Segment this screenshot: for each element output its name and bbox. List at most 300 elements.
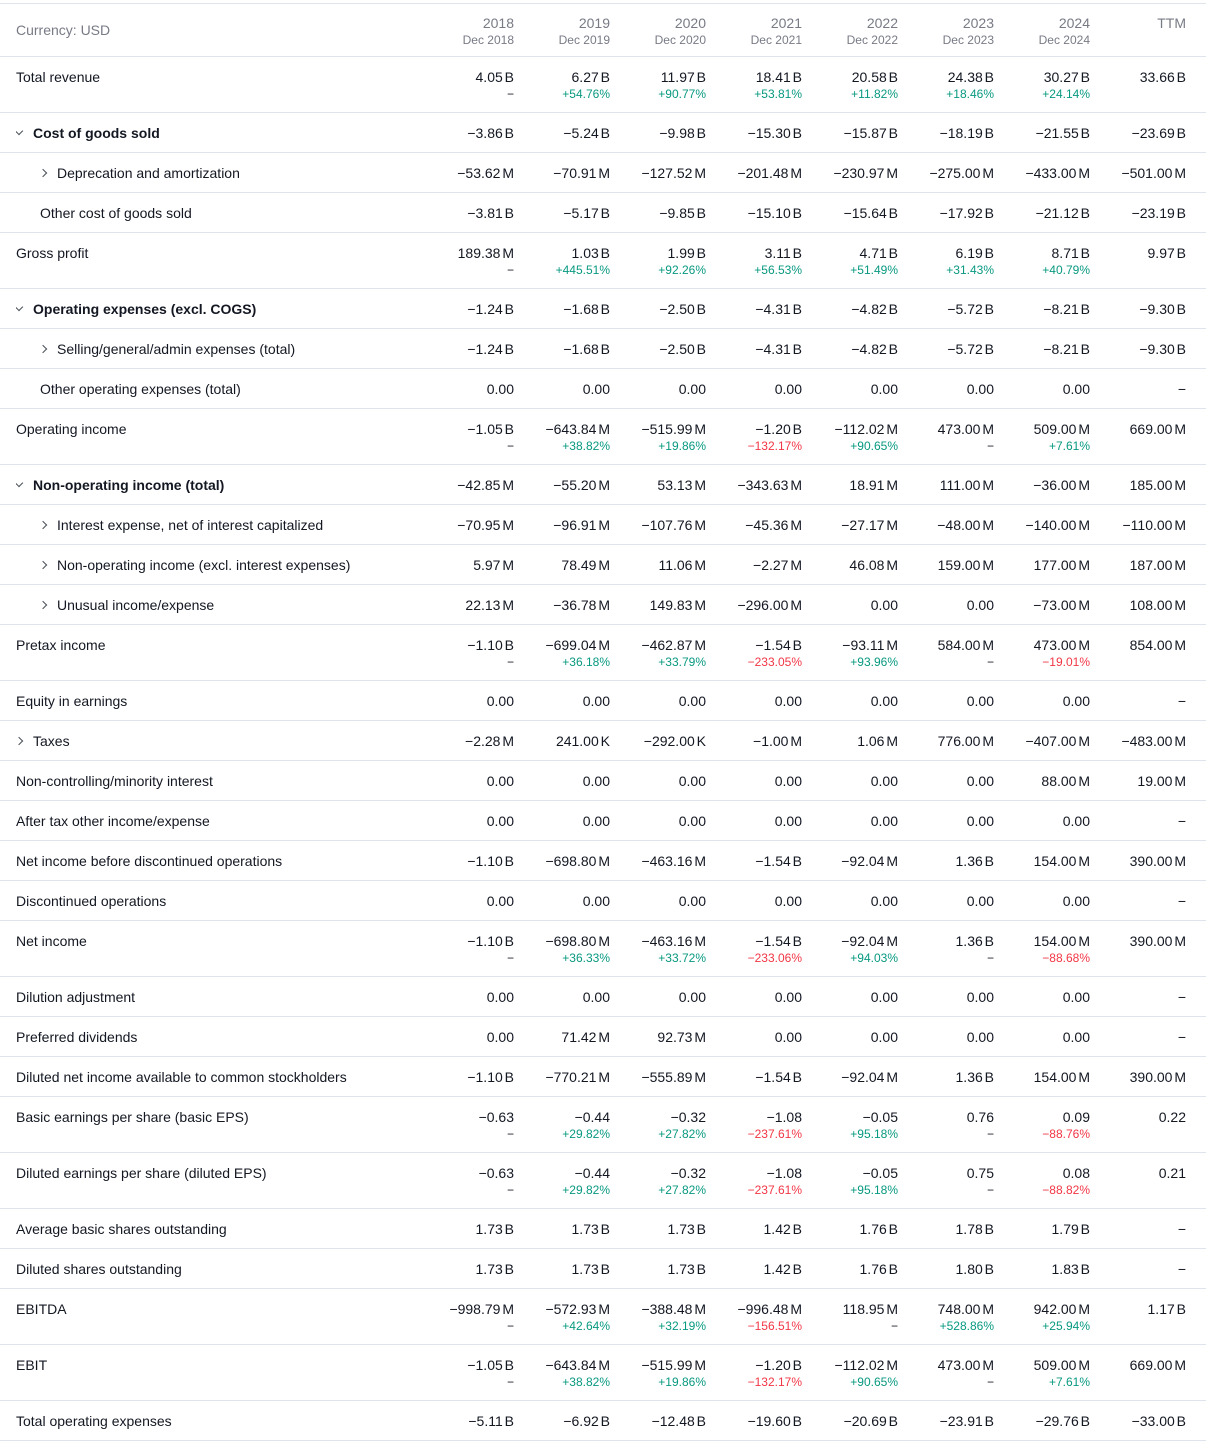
value-cell	[610, 1209, 706, 1248]
cell-change-percent: +42.64%	[562, 1319, 610, 1333]
row-label: Non-operating income (excl. interest expenses)	[57, 557, 351, 573]
column-header-2023[interactable]	[898, 4, 994, 56]
chevron-down-icon	[16, 303, 23, 311]
chevron-right-icon	[39, 345, 47, 353]
row-label: Other cost of goods sold	[40, 205, 192, 221]
value-cell	[898, 625, 994, 680]
cell-change-percent: +31.43%	[946, 263, 994, 277]
value-cell	[1090, 977, 1186, 1016]
column-year-label: 2022	[866, 15, 898, 31]
cell-value: 9.97 B	[1147, 245, 1186, 261]
value-cell	[610, 977, 706, 1016]
cell-change-percent: +95.18%	[850, 1183, 898, 1197]
row-label-cell[interactable]	[16, 721, 418, 760]
cell-change-percent: −156.51%	[747, 1319, 802, 1333]
value-cell	[994, 153, 1090, 192]
value-cell	[418, 193, 514, 232]
cell-value: 154.00 M	[1033, 1069, 1090, 1085]
value-cell	[802, 1153, 898, 1208]
cell-value: 1.76 B	[859, 1221, 898, 1237]
chevron-right-icon	[39, 169, 47, 177]
cell-change-percent: +36.33%	[562, 951, 610, 965]
cell-change-percent: +53.81%	[754, 87, 802, 101]
row-label: Pretax income	[16, 637, 106, 653]
cell-value: 0.22	[1158, 1109, 1186, 1125]
row-label-cell[interactable]	[16, 505, 418, 544]
cell-value: −107.76 M	[641, 517, 706, 533]
cell-value: −9.98 B	[659, 125, 706, 141]
row-label: Discontinued operations	[16, 893, 167, 909]
value-cell	[994, 881, 1090, 920]
table-row[interactable]	[0, 505, 1206, 545]
cell-value: −	[1177, 381, 1186, 397]
cell-value: −1.54 B	[755, 1069, 802, 1085]
table-row	[0, 233, 1206, 289]
cell-value: −515.99 M	[641, 421, 706, 437]
cell-value: 473.00 M	[937, 1357, 994, 1373]
row-label-cell[interactable]	[16, 329, 418, 368]
column-year-label: 2018	[482, 15, 514, 31]
row-label-cell	[16, 681, 418, 720]
table-row[interactable]	[0, 289, 1206, 329]
cell-change-percent: −	[506, 263, 514, 277]
cell-value: 24.38 B	[947, 69, 994, 85]
row-label-cell[interactable]	[16, 465, 418, 504]
row-label: Cost of goods sold	[33, 125, 160, 141]
cell-value: 1.73 B	[667, 1221, 706, 1237]
cell-value: −0.05	[862, 1109, 898, 1125]
value-cell	[994, 369, 1090, 408]
column-date-label: Dec 2023	[942, 33, 994, 47]
cell-change-percent: +56.53%	[754, 263, 802, 277]
cell-change-percent: −233.05%	[747, 655, 802, 669]
cell-value: 0.00	[1062, 813, 1090, 829]
cell-value: −996.48 M	[737, 1301, 802, 1317]
value-cell	[706, 153, 802, 192]
table-row	[0, 1097, 1206, 1153]
value-cell	[898, 1209, 994, 1248]
cell-value: −515.99 M	[641, 1357, 706, 1373]
value-cell	[610, 329, 706, 368]
cell-value: −23.69 B	[1131, 125, 1186, 141]
value-cell	[802, 881, 898, 920]
table-row	[0, 761, 1206, 801]
cell-value: −92.04 M	[841, 933, 898, 949]
value-cell	[418, 721, 514, 760]
value-cell	[802, 801, 898, 840]
value-cell	[418, 369, 514, 408]
value-cell	[994, 721, 1090, 760]
table-row[interactable]	[0, 329, 1206, 369]
column-header-2022[interactable]	[802, 4, 898, 56]
value-cell	[1090, 625, 1186, 680]
cell-value: 88.00 M	[1041, 773, 1090, 789]
chevron-right-icon	[39, 601, 47, 609]
value-cell	[514, 1097, 610, 1152]
table-row[interactable]	[0, 585, 1206, 625]
value-cell	[898, 1097, 994, 1152]
cell-value: −1.20 B	[755, 421, 802, 437]
cell-value: −5.72 B	[947, 341, 994, 357]
cell-value: −8.21 B	[1043, 301, 1090, 317]
row-label: Taxes	[33, 733, 70, 749]
value-cell	[706, 1017, 802, 1056]
cell-change-percent: +54.76%	[562, 87, 610, 101]
value-cell	[610, 921, 706, 976]
cell-value: −388.48 M	[641, 1301, 706, 1317]
value-cell	[418, 1057, 514, 1096]
value-cell	[994, 329, 1090, 368]
cell-value: −27.17 M	[841, 517, 898, 533]
cell-value: −96.91 M	[553, 517, 610, 533]
value-cell	[610, 289, 706, 328]
cell-value: 0.08	[1062, 1165, 1090, 1181]
table-row	[0, 1209, 1206, 1249]
value-cell	[706, 681, 802, 720]
cell-value: 1.78 B	[955, 1221, 994, 1237]
value-cell	[706, 329, 802, 368]
value-cell	[514, 57, 610, 112]
row-label: Operating expenses (excl. COGS)	[33, 301, 257, 317]
column-date-label: Dec 2021	[750, 33, 802, 47]
cell-value: 5.97 M	[473, 557, 514, 573]
value-cell	[1090, 1249, 1186, 1288]
value-cell	[610, 585, 706, 624]
cell-change-percent: +24.14%	[1042, 87, 1090, 101]
cell-value: 1.36 B	[955, 853, 994, 869]
value-cell	[898, 409, 994, 464]
cell-value: 3.11 B	[764, 245, 802, 261]
cell-change-percent: −	[506, 439, 514, 453]
value-cell	[610, 1153, 706, 1208]
value-cell	[610, 1017, 706, 1056]
value-cell	[898, 1345, 994, 1400]
value-cell	[898, 721, 994, 760]
cell-value: 0.00	[582, 893, 610, 909]
column-date-label: Dec 2020	[654, 33, 706, 47]
cell-value: −	[1177, 893, 1186, 909]
row-label: EBITDA	[16, 1301, 67, 1317]
value-cell	[1090, 193, 1186, 232]
column-header-2024[interactable]	[994, 4, 1090, 56]
cell-value: −698.80 M	[545, 933, 610, 949]
cell-value: 0.00	[966, 597, 994, 613]
cell-value: 0.00	[486, 773, 514, 789]
cell-value: 1.17 B	[1147, 1301, 1186, 1317]
cell-value: 0.75	[966, 1165, 994, 1181]
column-header-ttm[interactable]	[1090, 4, 1186, 56]
value-cell	[1090, 1057, 1186, 1096]
value-cell	[898, 585, 994, 624]
cell-value: 1.06 M	[857, 733, 898, 749]
column-header-2019[interactable]	[514, 4, 610, 56]
cell-value: 1.03 B	[571, 245, 610, 261]
value-cell	[514, 1017, 610, 1056]
cell-value: 0.00	[678, 989, 706, 1005]
value-cell	[610, 153, 706, 192]
value-cell	[802, 1017, 898, 1056]
cell-change-percent: −	[506, 951, 514, 965]
cell-value: 0.00	[870, 381, 898, 397]
row-label-cell	[16, 193, 418, 232]
value-cell	[418, 921, 514, 976]
cell-value: −	[1177, 693, 1186, 709]
row-label-cell	[16, 1017, 418, 1056]
cell-value: −463.16 M	[641, 853, 706, 869]
table-row	[0, 193, 1206, 233]
value-cell	[1090, 721, 1186, 760]
row-label: Net income before discontinued operations	[16, 853, 283, 869]
cell-value: −93.11 M	[842, 637, 898, 653]
value-cell	[898, 57, 994, 112]
cell-value: −8.21 B	[1043, 341, 1090, 357]
cell-change-percent: −	[506, 1127, 514, 1141]
cell-value: 18.41 B	[755, 69, 802, 85]
row-label: Diluted earnings per share (diluted EPS)	[16, 1165, 267, 1181]
value-cell	[514, 1153, 610, 1208]
column-header-2018[interactable]	[418, 4, 514, 56]
table-row[interactable]	[0, 721, 1206, 761]
value-cell	[802, 921, 898, 976]
row-label-cell[interactable]	[16, 585, 418, 624]
cell-value: −29.76 B	[1035, 1413, 1090, 1429]
table-row[interactable]	[0, 545, 1206, 585]
cell-value: 0.00	[486, 813, 514, 829]
cell-value: −2.28 M	[465, 733, 514, 749]
value-cell	[994, 57, 1090, 112]
cell-value: −	[1177, 813, 1186, 829]
table-row	[0, 801, 1206, 841]
value-cell	[994, 1057, 1090, 1096]
value-cell	[802, 465, 898, 504]
cell-value: −343.63 M	[737, 477, 802, 493]
cell-change-percent: +90.65%	[850, 1375, 898, 1389]
value-cell	[418, 465, 514, 504]
cell-value: 0.00	[774, 989, 802, 1005]
value-cell	[514, 1401, 610, 1440]
value-cell	[1090, 921, 1186, 976]
row-label-cell	[16, 801, 418, 840]
value-cell	[418, 761, 514, 800]
cell-value: −770.21 M	[545, 1069, 610, 1085]
cell-value: 0.00	[582, 989, 610, 1005]
table-row[interactable]	[0, 465, 1206, 505]
value-cell	[610, 1057, 706, 1096]
cell-value: 6.27 B	[571, 69, 610, 85]
value-cell	[1090, 289, 1186, 328]
cell-value: −699.04 M	[545, 637, 610, 653]
value-cell	[898, 681, 994, 720]
cell-value: 1.79 B	[1051, 1221, 1090, 1237]
cell-value: −112.02 M	[834, 1357, 898, 1373]
cell-value: 0.00	[870, 773, 898, 789]
value-cell	[514, 545, 610, 584]
cell-change-percent: +29.82%	[562, 1183, 610, 1197]
value-cell	[514, 193, 610, 232]
cell-change-percent: −132.17%	[747, 439, 802, 453]
value-cell	[802, 977, 898, 1016]
value-cell	[514, 233, 610, 288]
row-label: Operating income	[16, 421, 127, 437]
row-label-cell[interactable]	[16, 113, 418, 152]
cell-value: 0.00	[966, 813, 994, 829]
cell-value: 0.00	[870, 1029, 898, 1045]
value-cell	[418, 841, 514, 880]
cell-value: 1.36 B	[955, 933, 994, 949]
rows-container	[0, 57, 1206, 1441]
cell-value: 509.00 M	[1033, 421, 1090, 437]
value-cell	[706, 369, 802, 408]
value-cell	[514, 289, 610, 328]
value-cell	[514, 977, 610, 1016]
cell-value: −698.80 M	[545, 853, 610, 869]
cell-value: 1.36 B	[955, 1069, 994, 1085]
row-label: Total revenue	[16, 69, 101, 85]
value-cell	[706, 921, 802, 976]
value-cell	[994, 585, 1090, 624]
cell-value: −4.31 B	[755, 341, 802, 357]
column-header-2021[interactable]	[706, 4, 802, 56]
value-cell	[802, 721, 898, 760]
cell-change-percent: +95.18%	[850, 1127, 898, 1141]
cell-value: −55.20 M	[553, 477, 610, 493]
cell-value: 390.00 M	[1129, 933, 1186, 949]
cell-value: −555.89 M	[641, 1069, 706, 1085]
cell-value: 1.73 B	[475, 1261, 514, 1277]
row-label-cell[interactable]	[16, 153, 418, 192]
cell-value: 0.00	[1062, 693, 1090, 709]
value-cell	[898, 1017, 994, 1056]
cell-change-percent: +51.49%	[850, 263, 898, 277]
cell-change-percent: +7.61%	[1048, 1375, 1090, 1389]
cell-value: 942.00 M	[1033, 1301, 1090, 1317]
cell-change-percent: −88.76%	[1042, 1127, 1090, 1141]
value-cell	[706, 1249, 802, 1288]
row-label-cell	[16, 1289, 418, 1344]
cell-value: −1.24 B	[467, 301, 514, 317]
cell-value: 0.09	[1062, 1109, 1090, 1125]
cell-value: −112.02 M	[834, 421, 898, 437]
cell-value: 78.49 M	[561, 557, 610, 573]
value-cell	[1090, 1209, 1186, 1248]
value-cell	[1090, 113, 1186, 152]
row-label-cell[interactable]	[16, 289, 418, 328]
row-label-cell	[16, 369, 418, 408]
value-cell	[418, 1249, 514, 1288]
cell-value: −92.04 M	[841, 1069, 898, 1085]
value-cell	[610, 881, 706, 920]
value-cell	[898, 153, 994, 192]
value-cell	[418, 681, 514, 720]
cell-value: 0.00	[966, 989, 994, 1005]
value-cell	[1090, 681, 1186, 720]
value-cell	[418, 625, 514, 680]
value-cell	[1090, 369, 1186, 408]
cell-value: 0.00	[774, 1029, 802, 1045]
value-cell	[1090, 233, 1186, 288]
value-cell	[706, 721, 802, 760]
cell-change-percent: +38.82%	[562, 1375, 610, 1389]
cell-value: 108.00 M	[1129, 597, 1186, 613]
cell-value: −6.92 B	[563, 1413, 610, 1429]
column-header-2020[interactable]	[610, 4, 706, 56]
row-label-cell	[16, 1401, 418, 1440]
cell-value: −110.00 M	[1122, 517, 1186, 533]
cell-change-percent: −	[986, 655, 994, 669]
value-cell	[418, 1153, 514, 1208]
value-cell	[706, 1345, 802, 1400]
column-date-label: Dec 2022	[846, 33, 898, 47]
value-cell	[802, 113, 898, 152]
row-label-cell	[16, 1209, 418, 1248]
cell-value: 187.00 M	[1129, 557, 1186, 573]
row-label-cell[interactable]	[16, 545, 418, 584]
cell-value: −20.69 B	[843, 1413, 898, 1429]
cell-value: 0.00	[966, 773, 994, 789]
value-cell	[610, 233, 706, 288]
row-label: Selling/general/admin expenses (total)	[57, 341, 296, 357]
value-cell	[514, 505, 610, 544]
cell-value: −	[1177, 1261, 1186, 1277]
value-cell	[706, 1153, 802, 1208]
row-label: Interest expense, net of interest capitalized	[57, 517, 324, 533]
value-cell	[994, 1289, 1090, 1344]
cell-value: 0.00	[966, 893, 994, 909]
cell-value: −5.11 B	[468, 1413, 514, 1429]
cell-value: −	[1177, 1029, 1186, 1045]
cell-value: −998.79 M	[449, 1301, 514, 1317]
cell-change-percent: −132.17%	[747, 1375, 802, 1389]
value-cell	[994, 841, 1090, 880]
cell-value: 0.00	[678, 693, 706, 709]
cell-value: 0.00	[582, 693, 610, 709]
cell-value: −0.44	[574, 1165, 610, 1181]
cell-value: 0.00	[486, 893, 514, 909]
cell-value: 0.00	[774, 693, 802, 709]
cell-value: −1.05 B	[467, 1357, 514, 1373]
cell-value: 11.06 M	[658, 557, 706, 573]
row-label: EBIT	[16, 1357, 48, 1373]
cell-value: −15.30 B	[747, 125, 802, 141]
cell-value: −53.62 M	[457, 165, 514, 181]
row-label: Other operating expenses (total)	[40, 381, 241, 397]
value-cell	[898, 545, 994, 584]
cell-value: −572.93 M	[545, 1301, 610, 1317]
cell-value: −70.95 M	[457, 517, 514, 533]
table-row	[0, 409, 1206, 465]
value-cell	[514, 721, 610, 760]
cell-value: −501.00 M	[1121, 165, 1186, 181]
chevron-down-icon	[16, 127, 23, 135]
table-header-row	[0, 4, 1206, 57]
value-cell	[610, 1249, 706, 1288]
value-cell	[418, 505, 514, 544]
cell-value: 0.00	[774, 381, 802, 397]
row-label-cell	[16, 1097, 418, 1152]
cell-value: −1.10 B	[467, 933, 514, 949]
value-cell	[898, 1057, 994, 1096]
cell-change-percent: −233.06%	[747, 951, 802, 965]
value-cell	[802, 329, 898, 368]
value-cell	[418, 545, 514, 584]
value-cell	[706, 1209, 802, 1248]
value-cell	[418, 1209, 514, 1248]
table-row[interactable]	[0, 153, 1206, 193]
cell-value: −36.00 M	[1033, 477, 1090, 493]
cell-value: 0.00	[678, 381, 706, 397]
table-row	[0, 881, 1206, 921]
table-row[interactable]	[0, 113, 1206, 153]
